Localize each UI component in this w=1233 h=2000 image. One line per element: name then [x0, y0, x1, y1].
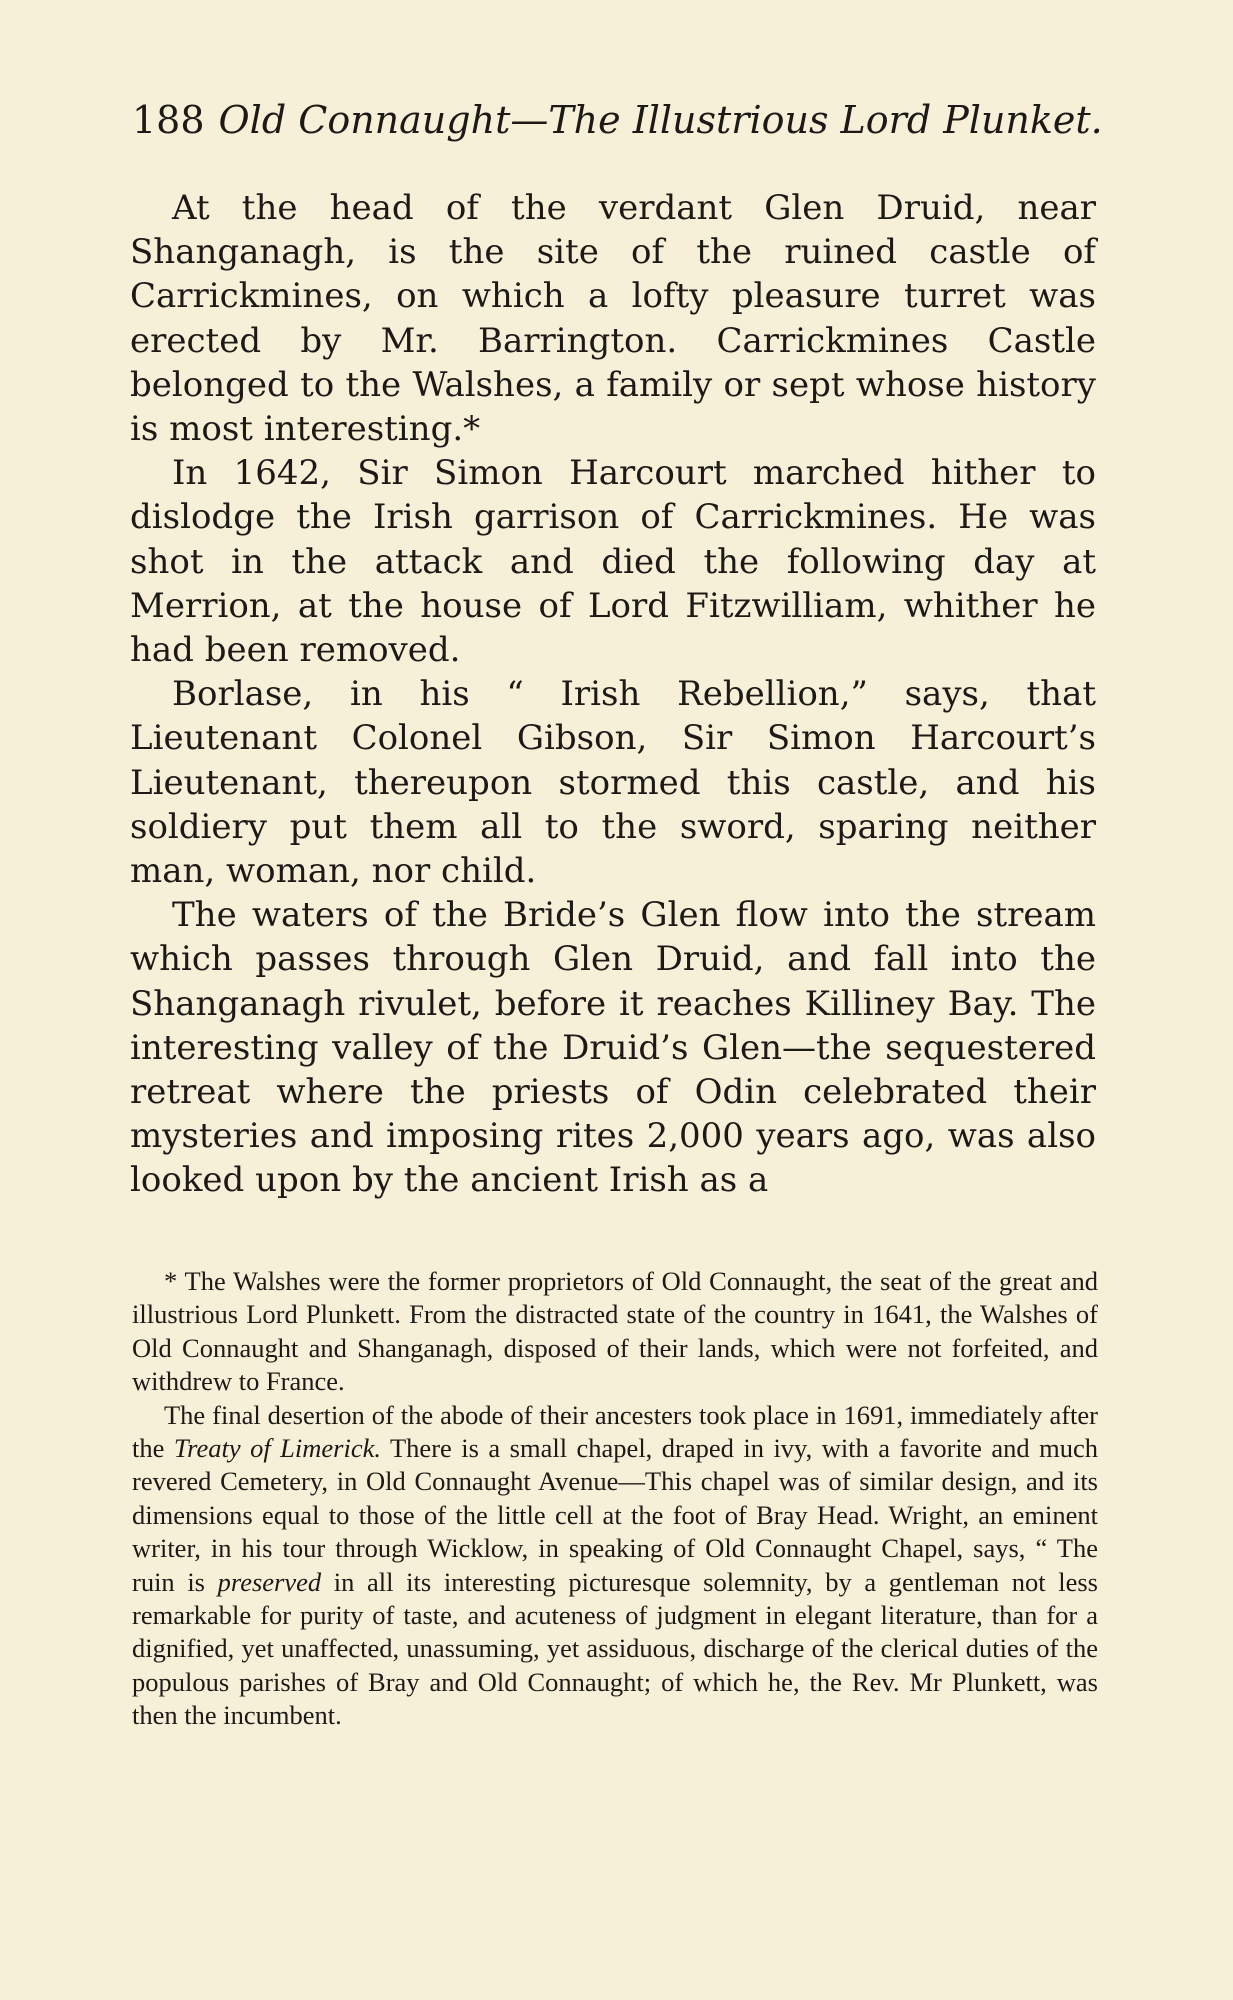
- body-paragraph: The waters of the Bride’s Glen flow into the stream which passes through Glen Druid, and fall into the Shanganagh rivulet, before it reaches Killiney Bay. The interesting valley of the Druid’s Glen—the sequestered retreat where the priests of Odin celebrated their mysteries and imposing rites 2,000 years ago, was also looked upon by the ancient Irish as a: [130, 895, 1096, 1201]
- page-number: 188: [132, 98, 205, 142]
- main-text: [130, 186, 1096, 1203]
- footnote-paragraph: * The Walshes were the former proprietors of Old Connaught, the seat of the great and illustrious Lord Plunkett. From the distracted state of the country in 1641, the Walshes of Old Connaught and Shanganagh, disposed of their lands, which were not forfeited, and withdrew to France.: [132, 1266, 1098, 1397]
- body-paragraph: At the head of the verdant Glen Druid, near Shanganagh, is the site of the ruined castle of Carrickmines, on which a lofty pleasure turret was erected by Mr. Barrington. Carrickmines Castle belonged to the Walshes, a family or sept whose history is most interesting.*: [130, 188, 1096, 450]
- running-title: Old Connaught—The Illustrious Lord Plunket.: [218, 98, 1103, 142]
- body-paragraph: In 1642, Sir Simon Harcourt marched hither to dislodge the Irish garrison of Carrickmines. He was shot in the attack and died the following day at Merrion, at the house of Lord Fitzwilliam, whither he had been removed.: [130, 453, 1096, 671]
- emphasis-preserved: preserved: [217, 1566, 322, 1597]
- body-paragraph: Borlase, in his “ Irish Rebellion,” says, that Lieutenant Colonel Gibson, Sir Simon Harcourt’s Lieutenant, thereupon stormed this castle, and his soldiery put them all to the sword, sparing neither man, woman, nor child.: [130, 674, 1096, 892]
- footnote-text: There is a small chapel, draped in ivy, with a favorite and much revered Cemetery, in Old Connaught Avenue—This chapel was of similar design, and its dimensions equal to those of the little cell at the foot of Bray Head. Wright, an eminent writer, in his tour through Wicklow, in speaking of Old Connaught Chapel, says, “ The ruin is: [132, 1433, 1098, 1597]
- footnote-paragraph: [132, 1399, 1098, 1733]
- footnote: [132, 1265, 1098, 1733]
- page-header: [132, 96, 1102, 144]
- footnote-text: in all its interesting picturesque solemnity, by a gentleman not less remarkable for purity of taste, and acuteness of judgment in elegant literature, than for a dignified, yet unaffected, unassuming, yet assiduous, discharge of the clerical duties of the populous parishes of Bray and Old Connaught; of which he, the Rev. Mr Plunkett, was then the incumbent.: [132, 1566, 1098, 1731]
- footnote-text: The final desertion of the abode of their ancesters took place in 1691, immediately after the: [132, 1399, 1098, 1464]
- treaty-title: Treaty of Limerick.: [173, 1433, 381, 1464]
